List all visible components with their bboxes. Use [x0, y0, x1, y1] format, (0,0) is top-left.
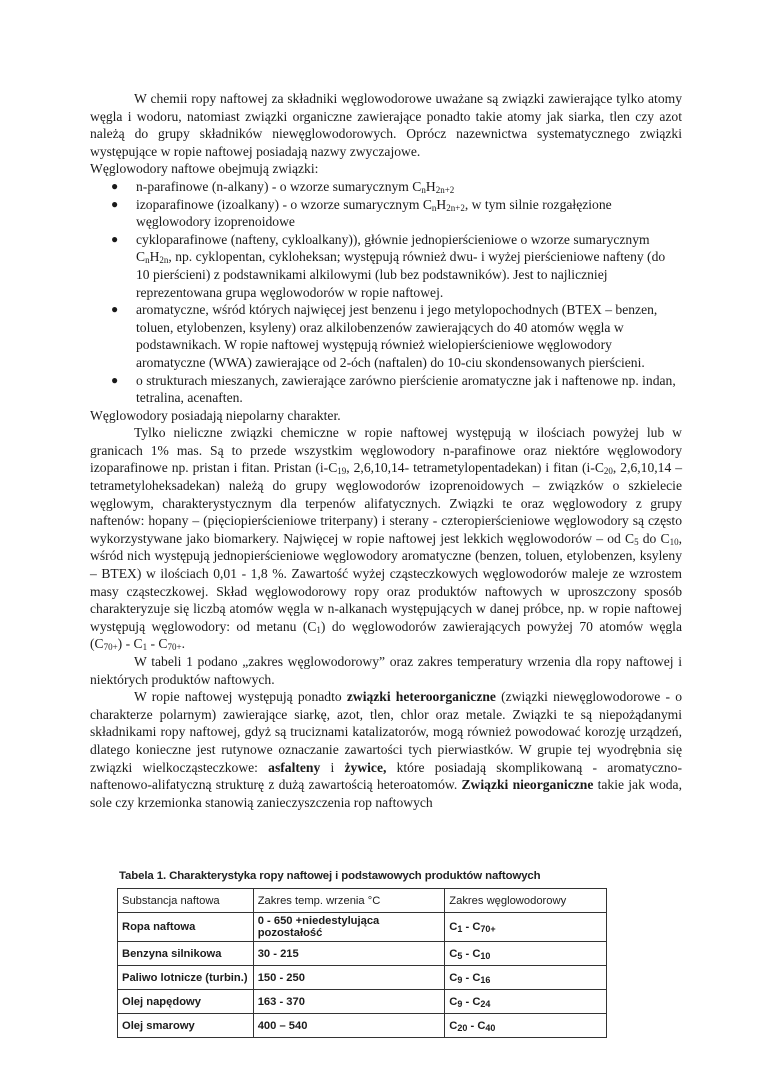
cell-substance: Ropa naftowa [118, 913, 254, 942]
table-row [118, 1014, 607, 1038]
column-header-substance: Substancja naftowa [118, 889, 254, 913]
cell-carbon-range: $C_9 - C_{24}$ [445, 990, 607, 1014]
paragraph-composition: Tylko nieliczne związki chemiczne w ropie naftowej występują w ilościach powyżej lub w granicach 1% mas. Są to przede wszystkim węglowodory n-parafinowe oraz niektóre węglowodory izoparafinowe np. pristan i fitan. Pristan ($i-C_{19}$, 2,6,10,14- tetrametylopentadekan) i fitan ($i-C_{20}$, 2,6,10,14 – tetrametyloheksadekan) należą do grupy węglowodorów izoprenoidowych – związków o szkielecie węglowym, charakterystycznym dla terpenów alifatycznych. Związki te oraz węglowodory z grupy naftenów: hopany – (pięciopierścieniowe triterpany) i sterany - czteropierścieniowe węglowodory są często wykorzystywane jako biomarkery. Najwięcej w ropie naftowej jest lekkich węglowodorów – od $C_5$ do $C_{10}$, wśród nich występują jednopierścieniowe węglowodory aromatyczne (benzen, toluen, etylobenzen, ksyleny – BTEX) w ilościach 0,01 - 1,8 %. Zawartość wyżej cząsteczkowych węglowodorów maleje ze wzrostem masy cząsteczkowej. Skład węglowodorowy ropy oraz produktów naftowych w uproszczony sposób charakteryzuje się liczbą atomów węgla w n-alkanach występujących w danej próbce, np. w ropie naftowej występują węglowodory: od metanu $(C_1)$ do węglowodorów zawierających powyżej 70 atomów węgla $(C_{70+}) - C_1 - C_{70+}$. [90, 425, 683, 653]
cell-boiling-range: 30 - 215 [253, 942, 445, 966]
data-table [117, 888, 607, 1038]
column-header-carbon-range: Zakres węglowodorowy [445, 889, 607, 913]
column-header-boiling-range: Zakres temp. wrzenia °C [253, 889, 445, 913]
list-item-n-paraffins: ● n-parafinowe (n-alkany) - o wzorze sumarycznym $C_nH_{2n+2}$ [111, 178, 455, 195]
cell-boiling-range: 163 - 370 [253, 990, 445, 1014]
document-body [90, 90, 682, 811]
cell-substance: Paliwo lotnicze (turbin.) [118, 966, 254, 990]
cell-boiling-range: 150 - 250 [253, 966, 445, 990]
cell-substance: Benzyna silnikowa [118, 942, 254, 966]
table-row [118, 913, 607, 942]
table-row [118, 942, 607, 966]
table-row [118, 966, 607, 990]
table-row [118, 990, 607, 1014]
bullet-icon: ● [111, 231, 119, 246]
bullet-icon: ● [111, 196, 119, 211]
paragraph-compounds-lead: Węglowodory naftowe obejmują związki: [90, 161, 319, 177]
table-section [117, 870, 607, 1038]
paragraph-nonpolar: Węglowodory posiadają niepolarny charakter. [90, 407, 341, 423]
list-item-cycloparaffins: ● cykloparafinowe (nafteny, cykloalkany)), głównie jednopierścieniowe o wzorze sumarycznym $C_nH_{2n}$, np. cyklopentan, cykloheksan; występują również dwu- i wyżej pierścieniowe nafteny (do 10 pierścieni) z podstawnikami alkilowymi (lub bez podstawników). Jest to najliczniej reprezentowana grupa węglowodorów w ropie naftowej. [111, 231, 666, 300]
paragraph-heteroorganic: W ropie naftowej występują ponadto związki heteroorganiczne (związki niewęglowodorowe - o charakterze polarnym) zawierające siarkę, azot, tlen, chlor oraz metale. Związki te są niepożądanymi składnikami ropy naftowej, gdyż są truciznami katalizatorów, mogą również powodować korozję urządzeń, dlatego konieczne jest rutynowe oznaczanie zawartości tych pierwiastków. W grupie tej wyodrębnia się związki wielkocząsteczkowe: asfalteny i żywice, które posiadają skomplikowaną - aromatyczno-naftenowo-alifatyczną strukturę z dużą zawartością heteroatomów. Związki nieorganiczne takie jak woda, sole czy krzemionka stanowią zanieczyszczenia rop naftowych [90, 689, 683, 810]
cell-substance: Olej smarowy [118, 1014, 254, 1038]
bullet-icon: ● [111, 178, 119, 193]
cell-boiling-range: 0 - 650 +niedestylująca pozostałość [253, 913, 445, 942]
cell-carbon-range: $C_5 - C_{10}$ [445, 942, 607, 966]
paragraph-intro: W chemii ropy naftowej za składniki węglowodorowe uważane są związki zawierające tylko atomy węgla i wodoru, natomiast związki organiczne zawierające ponadto takie atomy jak siarka, tlen czy azot należą do grupy składników niewęglowodorowych. Oprócz nazewnictwa systematycznego związki występujące w ropie naftowej posiadają nazwy zwyczajowe. [90, 91, 682, 159]
bullet-icon: ● [111, 372, 119, 387]
cell-carbon-range: $C_{20} - C_{40}$ [445, 1014, 607, 1038]
bullet-icon: ● [111, 302, 119, 317]
paragraph-table-reference: W tabeli 1 podano „zakres węglowodorowy” oraz zakres temperatury wrzenia dla ropy naftowej i niektórych produktów naftowych. [90, 654, 682, 687]
list-item-isoparaffins: ● izoparafinowe (izoalkany) - o wzorze sumarycznym $C_nH_{2n+2}$, w tym silnie rozgałęzione węglowodory izoprenoidowe [111, 196, 612, 230]
cell-substance: Olej napędowy [118, 990, 254, 1014]
list-item-mixed-structures: ● o strukturach mieszanych, zawierające zarówno pierścienie aromatyczne jak i naftenowe np. indan, tetralina, acenaften. [111, 372, 676, 406]
cell-carbon-range: $C_9 - C_{16}$ [445, 966, 607, 990]
list-item-aromatics: ● aromatyczne, wśród których najwięcej jest benzenu i jego metylopochodnych (BTEX – benzen, toluen, etylobenzen, ksyleny) oraz alkilobenzenów zawierających do 40 atomów węgla w podstawnikach. W ropie naftowej występują również wielopierścieniowe węglowodory aromatyczne (WWA) zawierające od 2-óch (naftalen) do 10-ciu skondensowanych pierścieni. [111, 302, 658, 370]
cell-carbon-range: $C_1 - C_{70+}$ [445, 913, 607, 942]
table-caption: Tabela 1. Charakterystyka ropy naftowej i podstawowych produktów naftowych [119, 870, 541, 882]
compound-list [90, 178, 682, 407]
table-header-row [118, 889, 607, 913]
cell-boiling-range: 400 – 540 [253, 1014, 445, 1038]
